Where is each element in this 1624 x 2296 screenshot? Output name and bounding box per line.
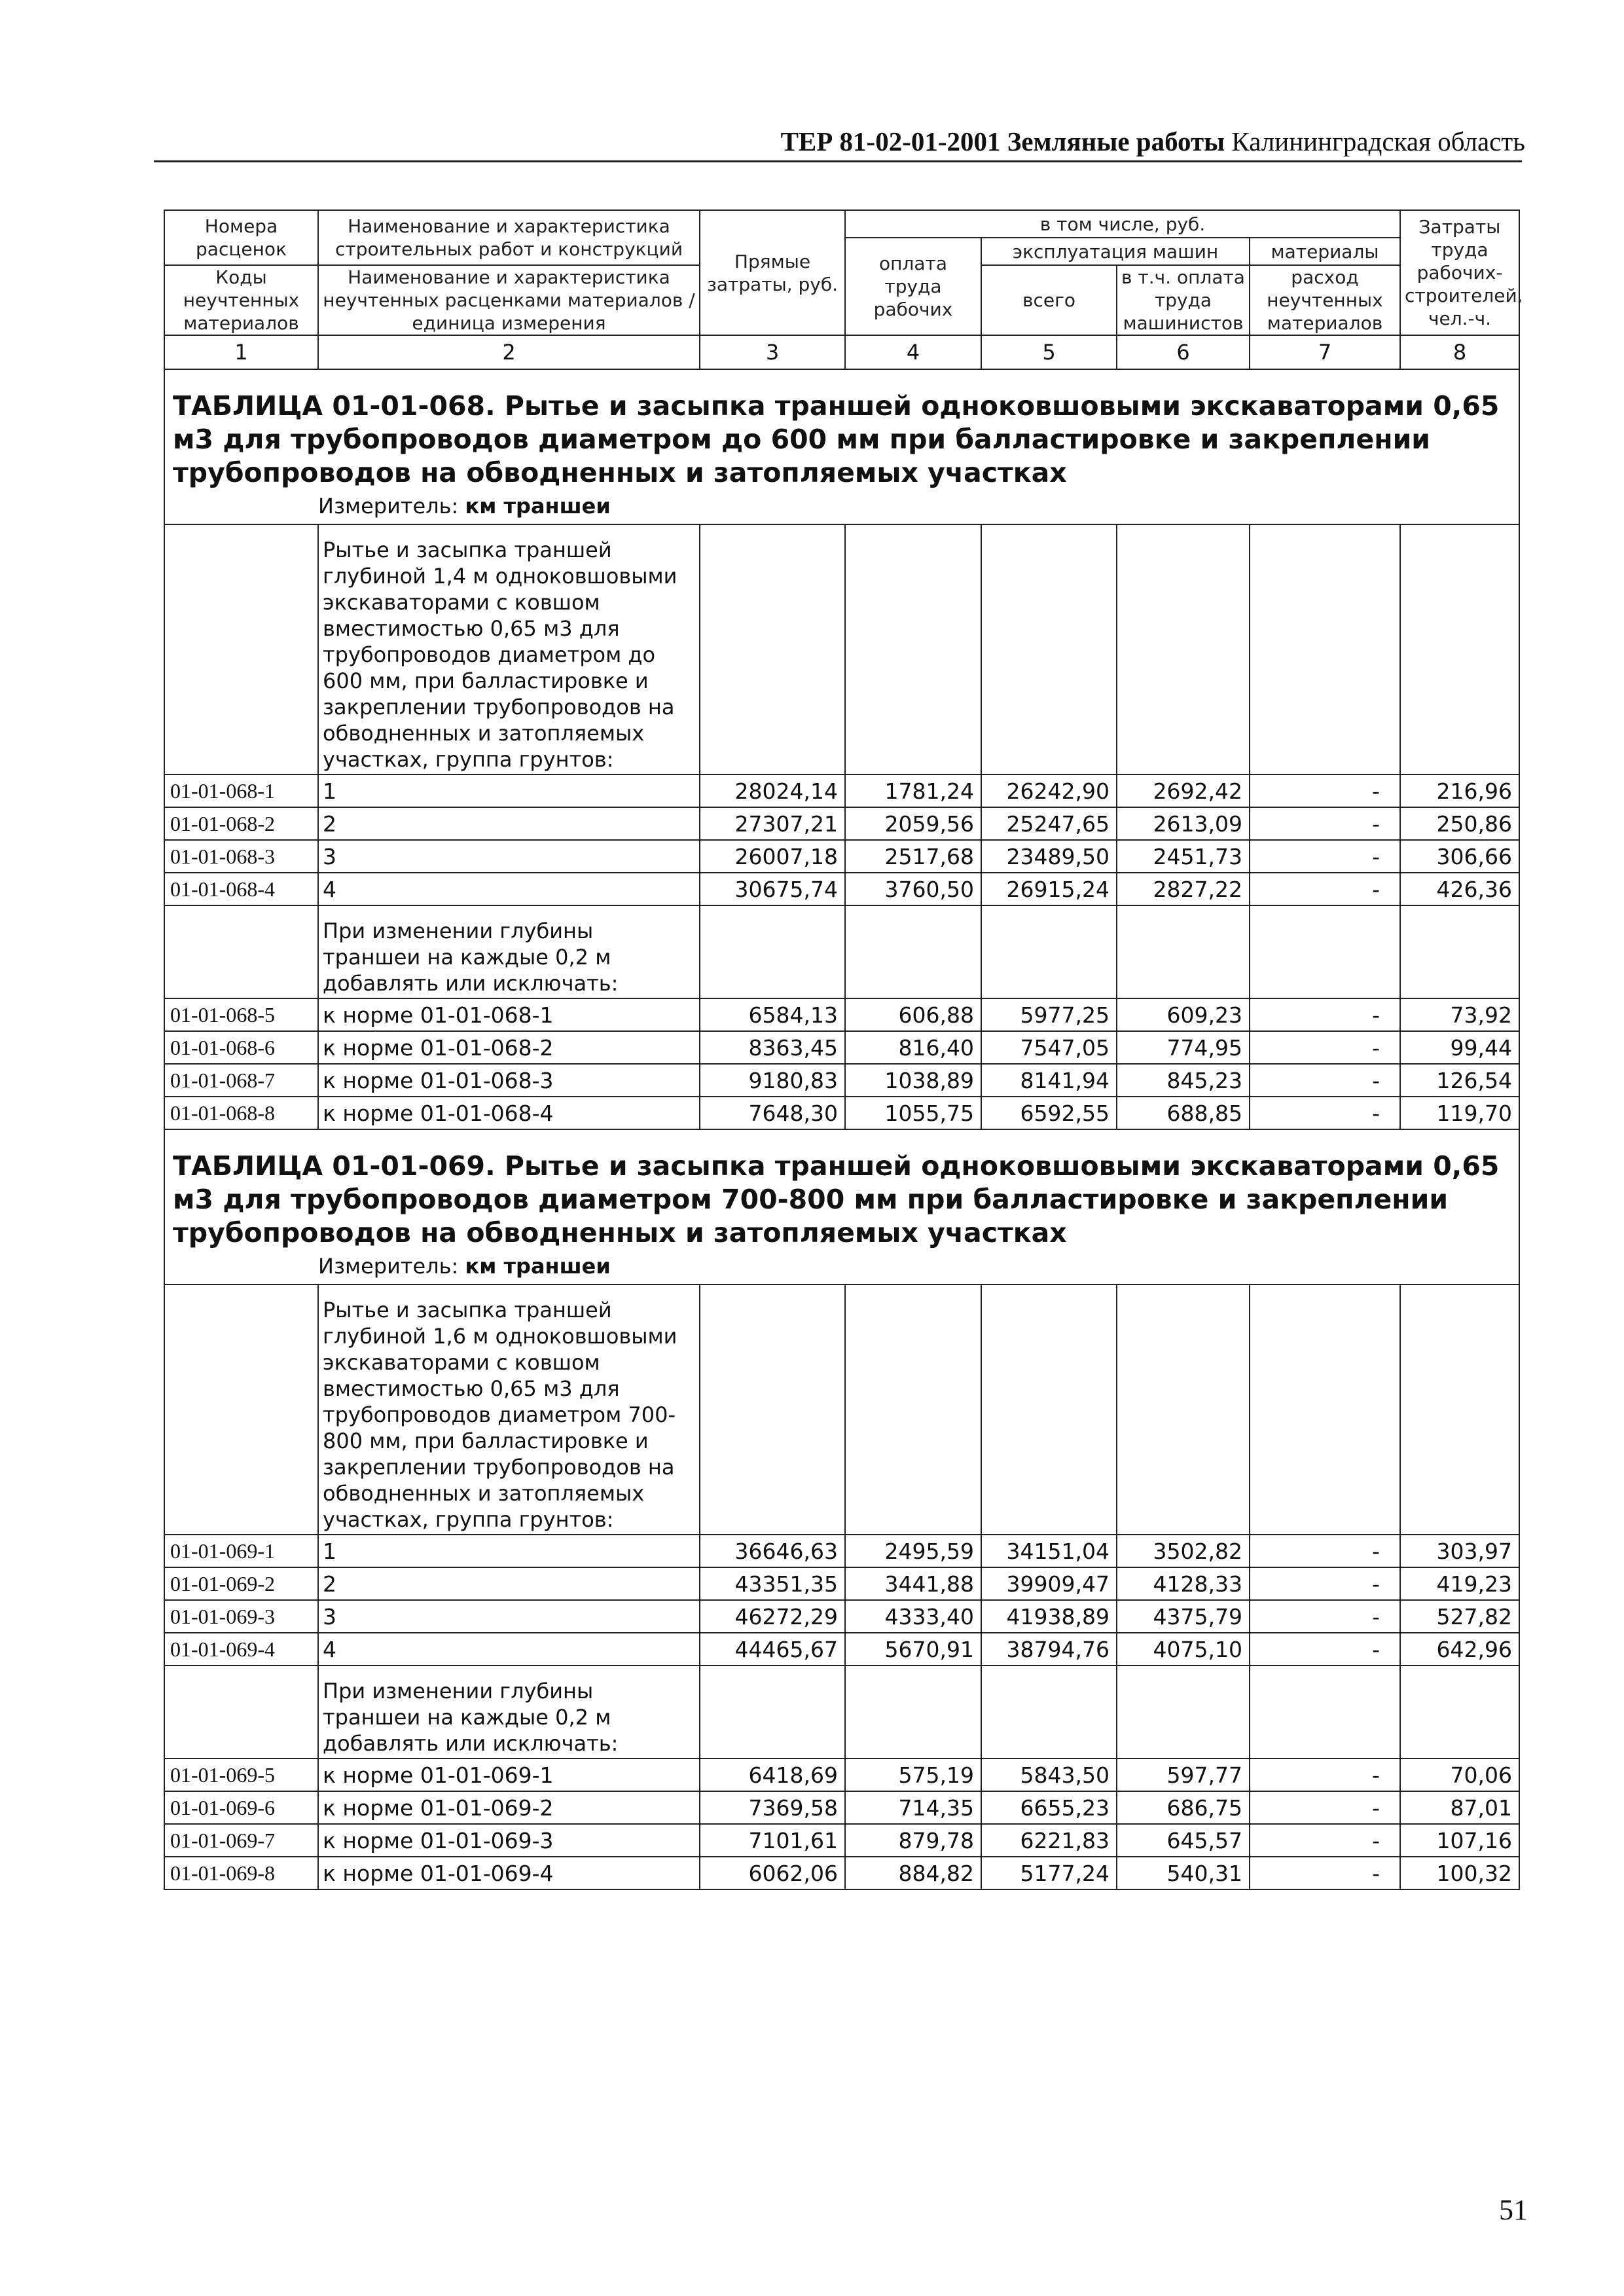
cell-mach: 25247,65 xyxy=(981,807,1117,840)
cell-direct: 30675,74 xyxy=(700,873,845,905)
cell-name: 1 xyxy=(318,774,700,807)
cell-pay: 575,19 xyxy=(845,1758,981,1791)
cell-name: 2 xyxy=(318,807,700,840)
desc-empty-cell xyxy=(845,524,981,774)
desc-empty-cell xyxy=(981,905,1117,998)
cell-mat: - xyxy=(1250,1758,1400,1791)
table-row xyxy=(164,1600,1519,1633)
cell-direct: 44465,67 xyxy=(700,1633,845,1666)
cell-code: 01-01-068-3 xyxy=(164,840,318,873)
cell-machpay: 645,57 xyxy=(1117,1824,1250,1857)
cell-name: 4 xyxy=(318,1633,700,1666)
cell-code: 01-01-069-6 xyxy=(164,1791,318,1824)
cell-direct: 6584,13 xyxy=(700,998,845,1031)
desc-code-cell xyxy=(164,1285,318,1535)
desc-empty-cell xyxy=(700,905,845,998)
cell-labor: 419,23 xyxy=(1400,1567,1519,1600)
cell-mat: - xyxy=(1250,1824,1400,1857)
cell-pay: 879,78 xyxy=(845,1824,981,1857)
header-region: Калининградская область xyxy=(1231,126,1525,156)
cell-labor: 216,96 xyxy=(1400,774,1519,807)
table-body xyxy=(164,210,1523,1889)
cell-mat: - xyxy=(1250,1097,1400,1129)
cell-name: 3 xyxy=(318,1600,700,1633)
measure-value: км траншеи xyxy=(465,494,611,519)
cell-machpay: 2827,22 xyxy=(1117,873,1250,905)
head-labor: Затраты труда рабочих-строителей, чел.-ч. xyxy=(1400,210,1519,335)
table-row xyxy=(164,1824,1519,1857)
cell-pay: 884,82 xyxy=(845,1857,981,1889)
column-number: 2 xyxy=(318,335,700,369)
desc-code-cell xyxy=(164,905,318,998)
cell-mach: 5977,25 xyxy=(981,998,1117,1031)
cell-name: к норме 01-01-068-3 xyxy=(318,1064,700,1097)
cell-pay: 714,35 xyxy=(845,1791,981,1824)
cell-machpay: 774,95 xyxy=(1117,1031,1250,1064)
cell-mat: - xyxy=(1250,1600,1400,1633)
column-number: 8 xyxy=(1400,335,1519,369)
column-number: 1 xyxy=(164,335,318,369)
cell-machpay: 4075,10 xyxy=(1117,1633,1250,1666)
cell-mat: - xyxy=(1250,998,1400,1031)
cell-mat: - xyxy=(1250,1064,1400,1097)
rates-table xyxy=(164,210,1523,1890)
cell-mach: 6221,83 xyxy=(981,1824,1117,1857)
head-materials-name: Наименование и характеристика неучтенных расценками материалов / единица измерения xyxy=(318,265,700,335)
cell-mat: - xyxy=(1250,1791,1400,1824)
table-row xyxy=(164,1031,1519,1064)
cell-code: 01-01-068-5 xyxy=(164,998,318,1031)
cell-direct: 28024,14 xyxy=(700,774,845,807)
measure-label: Измеритель: xyxy=(318,1254,459,1279)
table-row xyxy=(164,1097,1519,1129)
cell-name: к норме 01-01-068-2 xyxy=(318,1031,700,1064)
cell-machpay: 2451,73 xyxy=(1117,840,1250,873)
desc-empty-cell xyxy=(1117,905,1250,998)
column-number: 6 xyxy=(1117,335,1250,369)
table-row xyxy=(164,774,1519,807)
cell-mach: 6592,55 xyxy=(981,1097,1117,1129)
head-machinist-pay: в т.ч. оплата труда машинистов xyxy=(1117,265,1250,335)
head-machine-total: всего xyxy=(981,265,1117,335)
cell-direct: 6418,69 xyxy=(700,1758,845,1791)
desc-empty-cell xyxy=(1400,905,1519,998)
head-codes: Номера расценок xyxy=(164,210,318,265)
table-row xyxy=(164,1567,1519,1600)
section-description-row xyxy=(164,1285,1519,1535)
desc-empty-cell xyxy=(1250,1666,1400,1758)
table-row xyxy=(164,998,1519,1031)
rates-document xyxy=(164,210,1523,1890)
cell-mat: - xyxy=(1250,807,1400,840)
cell-code: 01-01-068-2 xyxy=(164,807,318,840)
cell-machpay: 609,23 xyxy=(1117,998,1250,1031)
desc-code-cell xyxy=(164,1666,318,1758)
cell-pay: 5670,91 xyxy=(845,1633,981,1666)
measure-spacer xyxy=(164,490,318,524)
cell-name: 1 xyxy=(318,1535,700,1567)
cell-labor: 70,06 xyxy=(1400,1758,1519,1791)
cell-mach: 7547,05 xyxy=(981,1031,1117,1064)
cell-name: к норме 01-01-069-3 xyxy=(318,1824,700,1857)
cell-direct: 7648,30 xyxy=(700,1097,845,1129)
cell-labor: 642,96 xyxy=(1400,1633,1519,1666)
cell-mat: - xyxy=(1250,1633,1400,1666)
cell-name: к норме 01-01-068-1 xyxy=(318,998,700,1031)
table-row xyxy=(164,1758,1519,1791)
desc-empty-cell xyxy=(1250,524,1400,774)
cell-machpay: 4128,33 xyxy=(1117,1567,1250,1600)
measure-row xyxy=(164,490,1519,524)
head-including: в том числе, руб. xyxy=(845,210,1400,238)
cell-mat: - xyxy=(1250,1031,1400,1064)
cell-name: к норме 01-01-069-4 xyxy=(318,1857,700,1889)
cell-code: 01-01-069-7 xyxy=(164,1824,318,1857)
cell-labor: 73,92 xyxy=(1400,998,1519,1031)
table-row xyxy=(164,1857,1519,1889)
change-description-row xyxy=(164,1666,1519,1758)
cell-pay: 3441,88 xyxy=(845,1567,981,1600)
cell-machpay: 2613,09 xyxy=(1117,807,1250,840)
cell-labor: 250,86 xyxy=(1400,807,1519,840)
cell-direct: 36646,63 xyxy=(700,1535,845,1567)
desc-empty-cell xyxy=(1117,524,1250,774)
desc-empty-cell xyxy=(1117,1666,1250,1758)
header-code: ТЕР 81-02-01-2001 Земляные работы xyxy=(780,126,1225,156)
cell-direct: 8363,45 xyxy=(700,1031,845,1064)
cell-labor: 126,54 xyxy=(1400,1064,1519,1097)
desc-empty-cell xyxy=(1250,905,1400,998)
page-number: 51 xyxy=(1499,2194,1528,2226)
cell-machpay: 2692,42 xyxy=(1117,774,1250,807)
cell-mach: 41938,89 xyxy=(981,1600,1117,1633)
cell-machpay: 845,23 xyxy=(1117,1064,1250,1097)
cell-pay: 606,88 xyxy=(845,998,981,1031)
head-material-codes: Коды неучтенных материалов xyxy=(164,265,318,335)
section-description: Рытье и засыпка траншей глубиной 1,6 м одноковшовыми экскаваторами с ковшом вместимостью 0,65 м3 для трубопроводов диаметром 700-800 мм, при балластировке и закреплении трубопроводов на обводненных и затопляемых участках, группа грунтов: xyxy=(318,1285,700,1535)
cell-direct: 27307,21 xyxy=(700,807,845,840)
cell-labor: 306,66 xyxy=(1400,840,1519,873)
measure-label: Измеритель: xyxy=(318,494,459,519)
cell-labor: 426,36 xyxy=(1400,873,1519,905)
cell-pay: 1038,89 xyxy=(845,1064,981,1097)
cell-direct: 6062,06 xyxy=(700,1857,845,1889)
desc-empty-cell xyxy=(1117,1285,1250,1535)
section-title-row xyxy=(164,1129,1519,1250)
measure-value: км траншеи xyxy=(465,1254,611,1279)
table-row xyxy=(164,1633,1519,1666)
cell-name: к норме 01-01-068-4 xyxy=(318,1097,700,1129)
head-direct-costs: Прямые затраты, руб. xyxy=(700,210,845,335)
head-worker-pay: оплата труда рабочих xyxy=(845,238,981,335)
cell-mach: 38794,76 xyxy=(981,1633,1117,1666)
table-row xyxy=(164,807,1519,840)
cell-pay: 1781,24 xyxy=(845,774,981,807)
cell-pay: 2495,59 xyxy=(845,1535,981,1567)
measure-spacer xyxy=(164,1250,318,1285)
cell-labor: 303,97 xyxy=(1400,1535,1519,1567)
cell-pay: 2517,68 xyxy=(845,840,981,873)
cell-code: 01-01-069-1 xyxy=(164,1535,318,1567)
cell-mach: 5177,24 xyxy=(981,1857,1117,1889)
cell-code: 01-01-069-8 xyxy=(164,1857,318,1889)
cell-machpay: 688,85 xyxy=(1117,1097,1250,1129)
cell-machpay: 540,31 xyxy=(1117,1857,1250,1889)
cell-mach: 23489,50 xyxy=(981,840,1117,873)
desc-empty-cell xyxy=(1250,1285,1400,1535)
cell-direct: 9180,83 xyxy=(700,1064,845,1097)
cell-direct: 43351,35 xyxy=(700,1567,845,1600)
cell-name: 4 xyxy=(318,873,700,905)
cell-pay: 4333,40 xyxy=(845,1600,981,1633)
cell-name: 2 xyxy=(318,1567,700,1600)
cell-mach: 26242,90 xyxy=(981,774,1117,807)
cell-labor: 100,32 xyxy=(1400,1857,1519,1889)
header-rule xyxy=(154,160,1522,162)
head-materials-use: расход неучтенных материалов xyxy=(1250,265,1400,335)
cell-code: 01-01-068-6 xyxy=(164,1031,318,1064)
cell-mat: - xyxy=(1250,1567,1400,1600)
cell-mat: - xyxy=(1250,840,1400,873)
table-row xyxy=(164,1535,1519,1567)
cell-mach: 6655,23 xyxy=(981,1791,1117,1824)
cell-code: 01-01-069-2 xyxy=(164,1567,318,1600)
cell-name: к норме 01-01-069-1 xyxy=(318,1758,700,1791)
cell-labor: 87,01 xyxy=(1400,1791,1519,1824)
cell-code: 01-01-068-8 xyxy=(164,1097,318,1129)
desc-empty-cell xyxy=(845,1666,981,1758)
cell-name: 3 xyxy=(318,840,700,873)
cell-pay: 3760,50 xyxy=(845,873,981,905)
cell-pay: 1055,75 xyxy=(845,1097,981,1129)
cell-mat: - xyxy=(1250,774,1400,807)
cell-direct: 7369,58 xyxy=(700,1791,845,1824)
desc-empty-cell xyxy=(981,1285,1117,1535)
cell-labor: 107,16 xyxy=(1400,1824,1519,1857)
cell-code: 01-01-069-3 xyxy=(164,1600,318,1633)
cell-direct: 7101,61 xyxy=(700,1824,845,1857)
desc-empty-cell xyxy=(981,524,1117,774)
head-materials: материалы xyxy=(1250,238,1400,265)
section-title: ТАБЛИЦА 01-01-068. Рытье и засыпка траншей одноковшовыми экскаваторами 0,65 м3 для трубопроводов диаметром до 600 мм при балластировке и закреплении трубопроводов на обводненных и затопляемых участках xyxy=(164,369,1519,490)
table-row xyxy=(164,1791,1519,1824)
column-number: 7 xyxy=(1250,335,1400,369)
cell-pay: 816,40 xyxy=(845,1031,981,1064)
cell-labor: 99,44 xyxy=(1400,1031,1519,1064)
column-number: 4 xyxy=(845,335,981,369)
cell-mach: 8141,94 xyxy=(981,1064,1117,1097)
cell-machpay: 597,77 xyxy=(1117,1758,1250,1791)
table-row xyxy=(164,1064,1519,1097)
cell-machpay: 4375,79 xyxy=(1117,1600,1250,1633)
desc-empty-cell xyxy=(700,1666,845,1758)
desc-empty-cell xyxy=(700,1285,845,1535)
cell-code: 01-01-068-4 xyxy=(164,873,318,905)
cell-direct: 26007,18 xyxy=(700,840,845,873)
measure xyxy=(318,490,1519,524)
cell-mat: - xyxy=(1250,1535,1400,1567)
desc-empty-cell xyxy=(1400,1285,1519,1535)
column-number: 3 xyxy=(700,335,845,369)
cell-mach: 26915,24 xyxy=(981,873,1117,905)
cell-labor: 527,82 xyxy=(1400,1600,1519,1633)
desc-empty-cell xyxy=(981,1666,1117,1758)
cell-mach: 5843,50 xyxy=(981,1758,1117,1791)
cell-direct: 46272,29 xyxy=(700,1600,845,1633)
section-description: Рытье и засыпка траншей глубиной 1,4 м одноковшовыми экскаваторами с ковшом вместимостью 0,65 м3 для трубопроводов диаметром до 600 мм, при балластировке и закреплении трубопроводов на обводненных и затопляемых участках, группа грунтов: xyxy=(318,524,700,774)
desc-empty-cell xyxy=(1400,1666,1519,1758)
cell-code: 01-01-068-7 xyxy=(164,1064,318,1097)
cell-code: 01-01-068-1 xyxy=(164,774,318,807)
cell-machpay: 686,75 xyxy=(1117,1791,1250,1824)
cell-name: к норме 01-01-069-2 xyxy=(318,1791,700,1824)
cell-mach: 34151,04 xyxy=(981,1535,1117,1567)
desc-empty-cell xyxy=(700,524,845,774)
head-row-1 xyxy=(164,210,1519,238)
table-row xyxy=(164,840,1519,873)
change-description-row xyxy=(164,905,1519,998)
section-title-row xyxy=(164,369,1519,490)
section-title: ТАБЛИЦА 01-01-069. Рытье и засыпка траншей одноковшовыми экскаваторами 0,65 м3 для трубопроводов диаметром 700-800 мм при балластировке и закреплении трубопроводов на обводненных и затопляемых участках xyxy=(164,1129,1519,1250)
section-description-row xyxy=(164,524,1519,774)
change-description: При изменении глубины траншеи на каждые 0,2 м добавлять или исключать: xyxy=(318,905,700,998)
column-number: 5 xyxy=(981,335,1117,369)
cell-labor: 119,70 xyxy=(1400,1097,1519,1129)
table-row xyxy=(164,873,1519,905)
cell-mat: - xyxy=(1250,873,1400,905)
cell-mach: 39909,47 xyxy=(981,1567,1117,1600)
desc-empty-cell xyxy=(845,1285,981,1535)
measure-row xyxy=(164,1250,1519,1285)
desc-code-cell xyxy=(164,524,318,774)
head-machine-ops: эксплуатация машин xyxy=(981,238,1250,265)
measure xyxy=(318,1250,1519,1285)
head-works: Наименование и характеристика строительных работ и конструкций xyxy=(318,210,700,265)
cell-mat: - xyxy=(1250,1857,1400,1889)
desc-empty-cell xyxy=(1400,524,1519,774)
cell-pay: 2059,56 xyxy=(845,807,981,840)
cell-code: 01-01-069-4 xyxy=(164,1633,318,1666)
desc-empty-cell xyxy=(845,905,981,998)
cell-machpay: 3502,82 xyxy=(1117,1535,1250,1567)
column-numbers-row xyxy=(164,335,1519,369)
cell-code: 01-01-069-5 xyxy=(164,1758,318,1791)
change-description: При изменении глубины траншеи на каждые 0,2 м добавлять или исключать: xyxy=(318,1666,700,1758)
running-header xyxy=(772,126,1525,157)
